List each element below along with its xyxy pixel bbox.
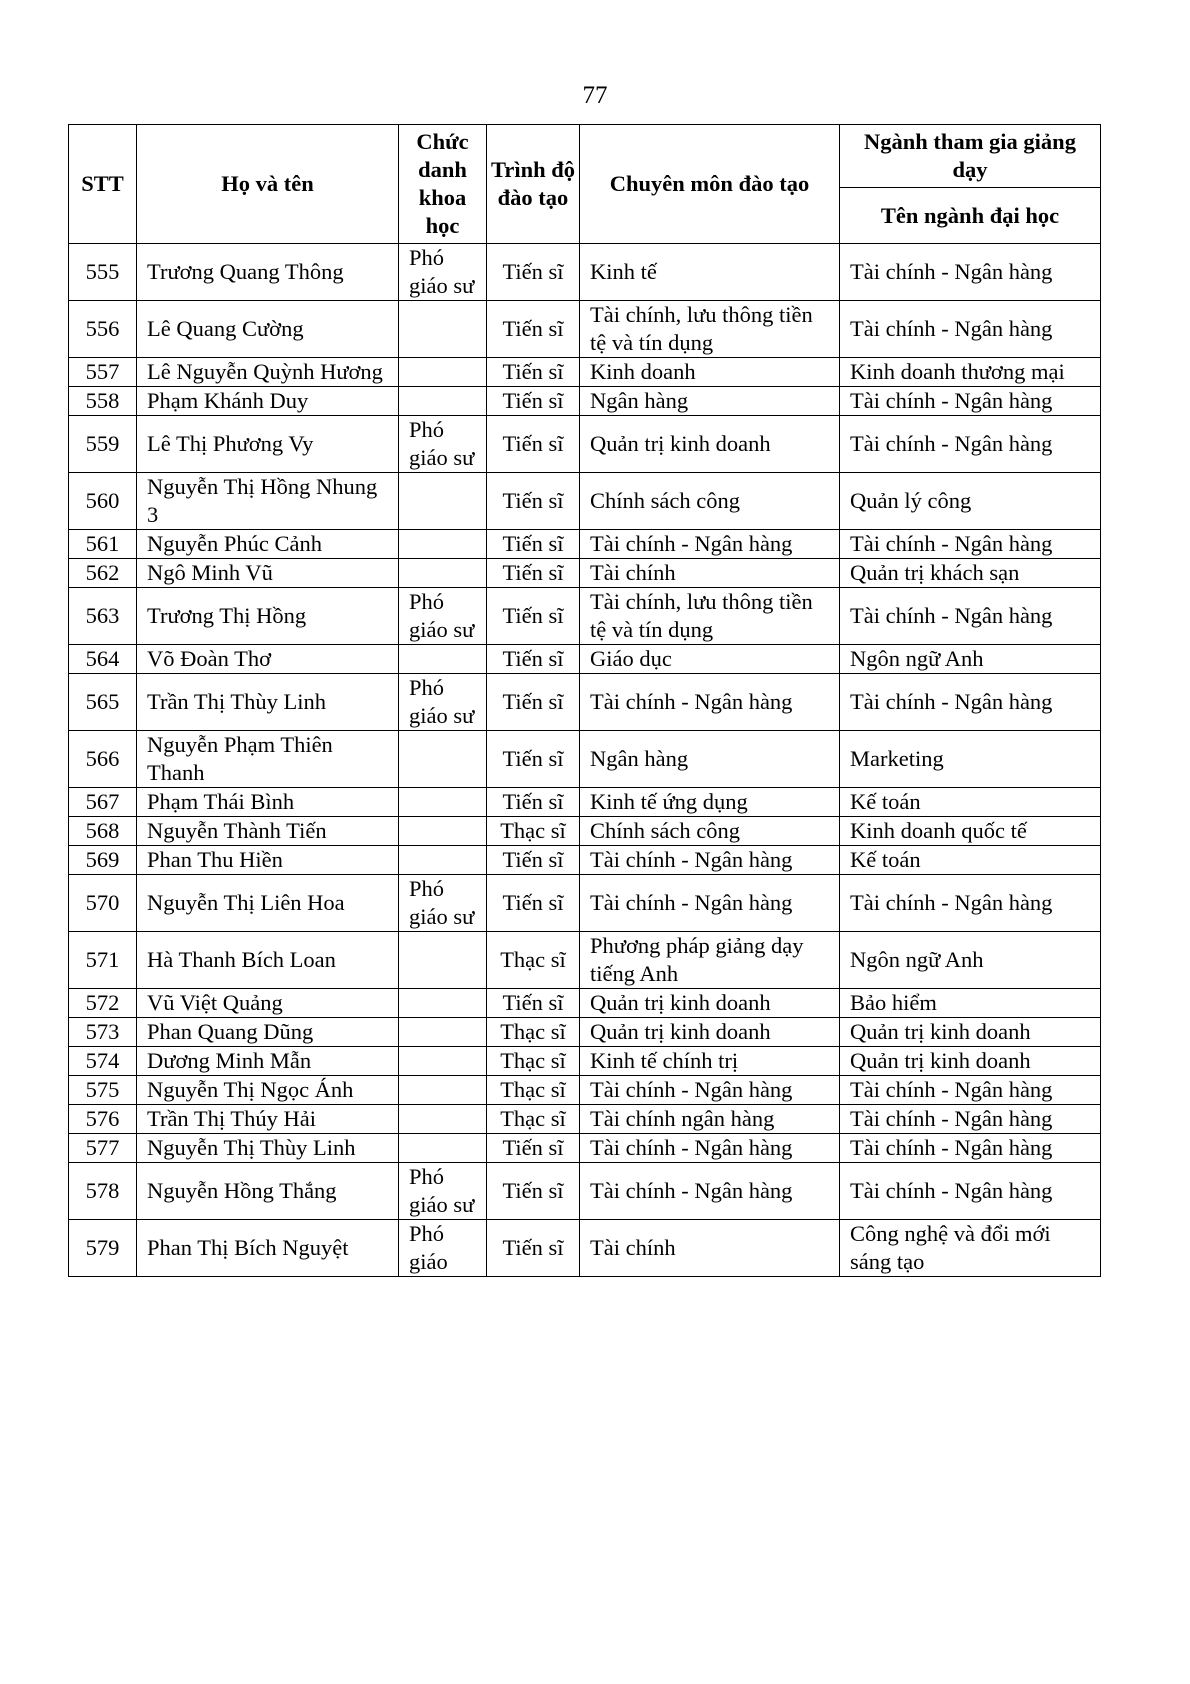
header-major: Tên ngành đại học <box>840 188 1101 244</box>
cell-specialty: Quản trị kinh doanh <box>580 989 840 1018</box>
cell-stt: 558 <box>69 387 137 416</box>
cell-major: Bảo hiểm <box>840 989 1101 1018</box>
cell-academic-title <box>399 846 487 875</box>
cell-degree: Tiến sĩ <box>487 1220 580 1277</box>
cell-degree: Tiến sĩ <box>487 875 580 932</box>
cell-stt: 579 <box>69 1220 137 1277</box>
cell-specialty: Phương pháp giảng dạy tiếng Anh <box>580 932 840 989</box>
cell-stt: 576 <box>69 1105 137 1134</box>
cell-academic-title <box>399 932 487 989</box>
cell-major: Kinh doanh thương mại <box>840 358 1101 387</box>
cell-academic-title <box>399 301 487 358</box>
cell-name: Phan Quang Dũng <box>137 1018 399 1047</box>
cell-specialty: Tài chính <box>580 1220 840 1277</box>
cell-stt: 557 <box>69 358 137 387</box>
cell-academic-title: Phó giáo sư <box>399 674 487 731</box>
cell-degree: Tiến sĩ <box>487 788 580 817</box>
header-degree: Trình độ đào tạo <box>487 125 580 244</box>
cell-academic-title: Phó giáo sư <box>399 244 487 301</box>
cell-major: Kế toán <box>840 846 1101 875</box>
cell-academic-title: Phó giáo sư <box>399 588 487 645</box>
cell-name: Phan Thị Bích Nguyệt <box>137 1220 399 1277</box>
cell-academic-title <box>399 473 487 530</box>
cell-stt: 564 <box>69 645 137 674</box>
cell-major: Tài chính - Ngân hàng <box>840 875 1101 932</box>
cell-specialty: Tài chính - Ngân hàng <box>580 1163 840 1220</box>
cell-name: Phan Thu Hiền <box>137 846 399 875</box>
table-row <box>69 387 1101 416</box>
table-row <box>69 1163 1101 1220</box>
cell-academic-title <box>399 559 487 588</box>
cell-degree: Thạc sĩ <box>487 1105 580 1134</box>
cell-name: Lê Quang Cường <box>137 301 399 358</box>
header-stt: STT <box>69 125 137 244</box>
cell-name: Lê Thị Phương Vy <box>137 416 399 473</box>
table-row <box>69 301 1101 358</box>
cell-specialty: Tài chính - Ngân hàng <box>580 1076 840 1105</box>
cell-stt: 556 <box>69 301 137 358</box>
header-title: Chức danh khoa học <box>399 125 487 244</box>
cell-academic-title <box>399 387 487 416</box>
cell-stt: 578 <box>69 1163 137 1220</box>
cell-major: Quản trị kinh doanh <box>840 1018 1101 1047</box>
cell-specialty: Chính sách công <box>580 817 840 846</box>
cell-major: Marketing <box>840 731 1101 788</box>
cell-stt: 562 <box>69 559 137 588</box>
cell-stt: 563 <box>69 588 137 645</box>
cell-name: Trương Quang Thông <box>137 244 399 301</box>
cell-academic-title <box>399 817 487 846</box>
table-row <box>69 731 1101 788</box>
cell-stt: 577 <box>69 1134 137 1163</box>
cell-stt: 568 <box>69 817 137 846</box>
cell-degree: Thạc sĩ <box>487 932 580 989</box>
cell-degree: Tiến sĩ <box>487 473 580 530</box>
cell-academic-title <box>399 1076 487 1105</box>
table-row <box>69 1105 1101 1134</box>
cell-stt: 572 <box>69 989 137 1018</box>
cell-name: Trần Thị Thùy Linh <box>137 674 399 731</box>
table-row <box>69 875 1101 932</box>
table-row <box>69 358 1101 387</box>
table-row <box>69 559 1101 588</box>
cell-academic-title <box>399 1047 487 1076</box>
cell-academic-title <box>399 1134 487 1163</box>
cell-major: Tài chính - Ngân hàng <box>840 588 1101 645</box>
cell-name: Dương Minh Mẫn <box>137 1047 399 1076</box>
cell-name: Hà Thanh Bích Loan <box>137 932 399 989</box>
cell-stt: 573 <box>69 1018 137 1047</box>
table-row <box>69 416 1101 473</box>
cell-major: Tài chính - Ngân hàng <box>840 1163 1101 1220</box>
table-row <box>69 1134 1101 1163</box>
cell-degree: Tiến sĩ <box>487 416 580 473</box>
cell-major: Quản trị kinh doanh <box>840 1047 1101 1076</box>
cell-stt: 571 <box>69 932 137 989</box>
cell-degree: Tiến sĩ <box>487 588 580 645</box>
cell-specialty: Tài chính - Ngân hàng <box>580 875 840 932</box>
cell-academic-title: Phó giáo <box>399 1220 487 1277</box>
cell-stt: 570 <box>69 875 137 932</box>
cell-major: Tài chính - Ngân hàng <box>840 1105 1101 1134</box>
cell-major: Tài chính - Ngân hàng <box>840 530 1101 559</box>
cell-major: Kinh doanh quốc tế <box>840 817 1101 846</box>
cell-academic-title: Phó giáo sư <box>399 416 487 473</box>
cell-name: Trương Thị Hồng <box>137 588 399 645</box>
cell-degree: Thạc sĩ <box>487 1018 580 1047</box>
cell-stt: 574 <box>69 1047 137 1076</box>
table-row <box>69 1047 1101 1076</box>
cell-major: Công nghệ và đổi mới sáng tạo <box>840 1220 1101 1277</box>
cell-major: Tài chính - Ngân hàng <box>840 674 1101 731</box>
cell-academic-title <box>399 530 487 559</box>
cell-academic-title <box>399 645 487 674</box>
cell-name: Nguyễn Phúc Cảnh <box>137 530 399 559</box>
cell-degree: Tiến sĩ <box>487 244 580 301</box>
table-row <box>69 1018 1101 1047</box>
cell-specialty: Kinh tế ứng dụng <box>580 788 840 817</box>
table-header <box>69 125 1101 244</box>
cell-name: Võ Đoàn Thơ <box>137 645 399 674</box>
cell-degree: Tiến sĩ <box>487 846 580 875</box>
cell-specialty: Tài chính - Ngân hàng <box>580 1134 840 1163</box>
table-row <box>69 645 1101 674</box>
cell-specialty: Kinh tế chính trị <box>580 1047 840 1076</box>
page-number: 77 <box>582 82 608 109</box>
cell-degree: Tiến sĩ <box>487 1163 580 1220</box>
table-row <box>69 932 1101 989</box>
cell-degree: Tiến sĩ <box>487 1134 580 1163</box>
cell-degree: Tiến sĩ <box>487 387 580 416</box>
cell-academic-title <box>399 1105 487 1134</box>
cell-major: Quản trị khách sạn <box>840 559 1101 588</box>
cell-stt: 575 <box>69 1076 137 1105</box>
cell-stt: 559 <box>69 416 137 473</box>
cell-stt: 569 <box>69 846 137 875</box>
cell-major: Tài chính - Ngân hàng <box>840 387 1101 416</box>
cell-name: Nguyễn Hồng Thắng <box>137 1163 399 1220</box>
cell-degree: Tiến sĩ <box>487 674 580 731</box>
cell-name: Nguyễn Thành Tiến <box>137 817 399 846</box>
table-row <box>69 788 1101 817</box>
cell-major: Tài chính - Ngân hàng <box>840 301 1101 358</box>
cell-major: Ngôn ngữ Anh <box>840 932 1101 989</box>
cell-specialty: Tài chính - Ngân hàng <box>580 846 840 875</box>
cell-degree: Tiến sĩ <box>487 358 580 387</box>
cell-degree: Tiến sĩ <box>487 989 580 1018</box>
cell-specialty: Tài chính ngân hàng <box>580 1105 840 1134</box>
cell-specialty: Tài chính - Ngân hàng <box>580 530 840 559</box>
cell-degree: Tiến sĩ <box>487 645 580 674</box>
table-row <box>69 530 1101 559</box>
cell-name: Vũ Việt Quảng <box>137 989 399 1018</box>
cell-name: Nguyễn Thị Thùy Linh <box>137 1134 399 1163</box>
cell-major: Tài chính - Ngân hàng <box>840 1076 1101 1105</box>
header-teaching-group: Ngành tham gia giảng dạy <box>840 125 1101 188</box>
cell-academic-title: Phó giáo sư <box>399 875 487 932</box>
cell-stt: 567 <box>69 788 137 817</box>
cell-degree: Thạc sĩ <box>487 1076 580 1105</box>
cell-specialty: Tài chính <box>580 559 840 588</box>
cell-major: Tài chính - Ngân hàng <box>840 1134 1101 1163</box>
cell-degree: Tiến sĩ <box>487 530 580 559</box>
cell-academic-title <box>399 731 487 788</box>
header-name: Họ và tên <box>137 125 399 244</box>
cell-degree: Tiến sĩ <box>487 731 580 788</box>
cell-academic-title <box>399 788 487 817</box>
cell-academic-title <box>399 989 487 1018</box>
table-row <box>69 674 1101 731</box>
cell-name: Nguyễn Phạm Thiên Thanh <box>137 731 399 788</box>
table-row <box>69 473 1101 530</box>
cell-major: Tài chính - Ngân hàng <box>840 244 1101 301</box>
table-row <box>69 244 1101 301</box>
cell-specialty: Kinh tế <box>580 244 840 301</box>
cell-major: Tài chính - Ngân hàng <box>840 416 1101 473</box>
cell-specialty: Chính sách công <box>580 473 840 530</box>
header-specialty: Chuyên môn đào tạo <box>580 125 840 244</box>
cell-degree: Tiến sĩ <box>487 559 580 588</box>
cell-academic-title <box>399 358 487 387</box>
cell-name: Trần Thị Thúy Hải <box>137 1105 399 1134</box>
table-body <box>69 244 1101 1277</box>
cell-major: Ngôn ngữ Anh <box>840 645 1101 674</box>
cell-stt: 561 <box>69 530 137 559</box>
cell-name: Nguyễn Thị Ngọc Ánh <box>137 1076 399 1105</box>
cell-degree: Thạc sĩ <box>487 817 580 846</box>
cell-name: Phạm Thái Bình <box>137 788 399 817</box>
table-row <box>69 817 1101 846</box>
cell-major: Kế toán <box>840 788 1101 817</box>
cell-stt: 555 <box>69 244 137 301</box>
cell-major: Quản lý công <box>840 473 1101 530</box>
table-row <box>69 846 1101 875</box>
table-row <box>69 1220 1101 1277</box>
cell-specialty: Ngân hàng <box>580 731 840 788</box>
cell-specialty: Quản trị kinh doanh <box>580 1018 840 1047</box>
cell-name: Nguyễn Thị Liên Hoa <box>137 875 399 932</box>
staff-table <box>68 124 1101 1277</box>
cell-name: Lê Nguyễn Quỳnh Hương <box>137 358 399 387</box>
cell-degree: Tiến sĩ <box>487 301 580 358</box>
cell-academic-title: Phó giáo sư <box>399 1163 487 1220</box>
cell-stt: 565 <box>69 674 137 731</box>
cell-specialty: Tài chính, lưu thông tiền tệ và tín dụng <box>580 301 840 358</box>
cell-name: Nguyễn Thị Hồng Nhung 3 <box>137 473 399 530</box>
cell-specialty: Kinh doanh <box>580 358 840 387</box>
cell-stt: 560 <box>69 473 137 530</box>
cell-name: Phạm Khánh Duy <box>137 387 399 416</box>
table-row <box>69 1076 1101 1105</box>
cell-specialty: Tài chính, lưu thông tiền tệ và tín dụng <box>580 588 840 645</box>
cell-specialty: Tài chính - Ngân hàng <box>580 674 840 731</box>
table-row <box>69 588 1101 645</box>
cell-specialty: Ngân hàng <box>580 387 840 416</box>
cell-degree: Thạc sĩ <box>487 1047 580 1076</box>
cell-stt: 566 <box>69 731 137 788</box>
cell-specialty: Quản trị kinh doanh <box>580 416 840 473</box>
table-row <box>69 989 1101 1018</box>
cell-specialty: Giáo dục <box>580 645 840 674</box>
cell-name: Ngô Minh Vũ <box>137 559 399 588</box>
cell-academic-title <box>399 1018 487 1047</box>
